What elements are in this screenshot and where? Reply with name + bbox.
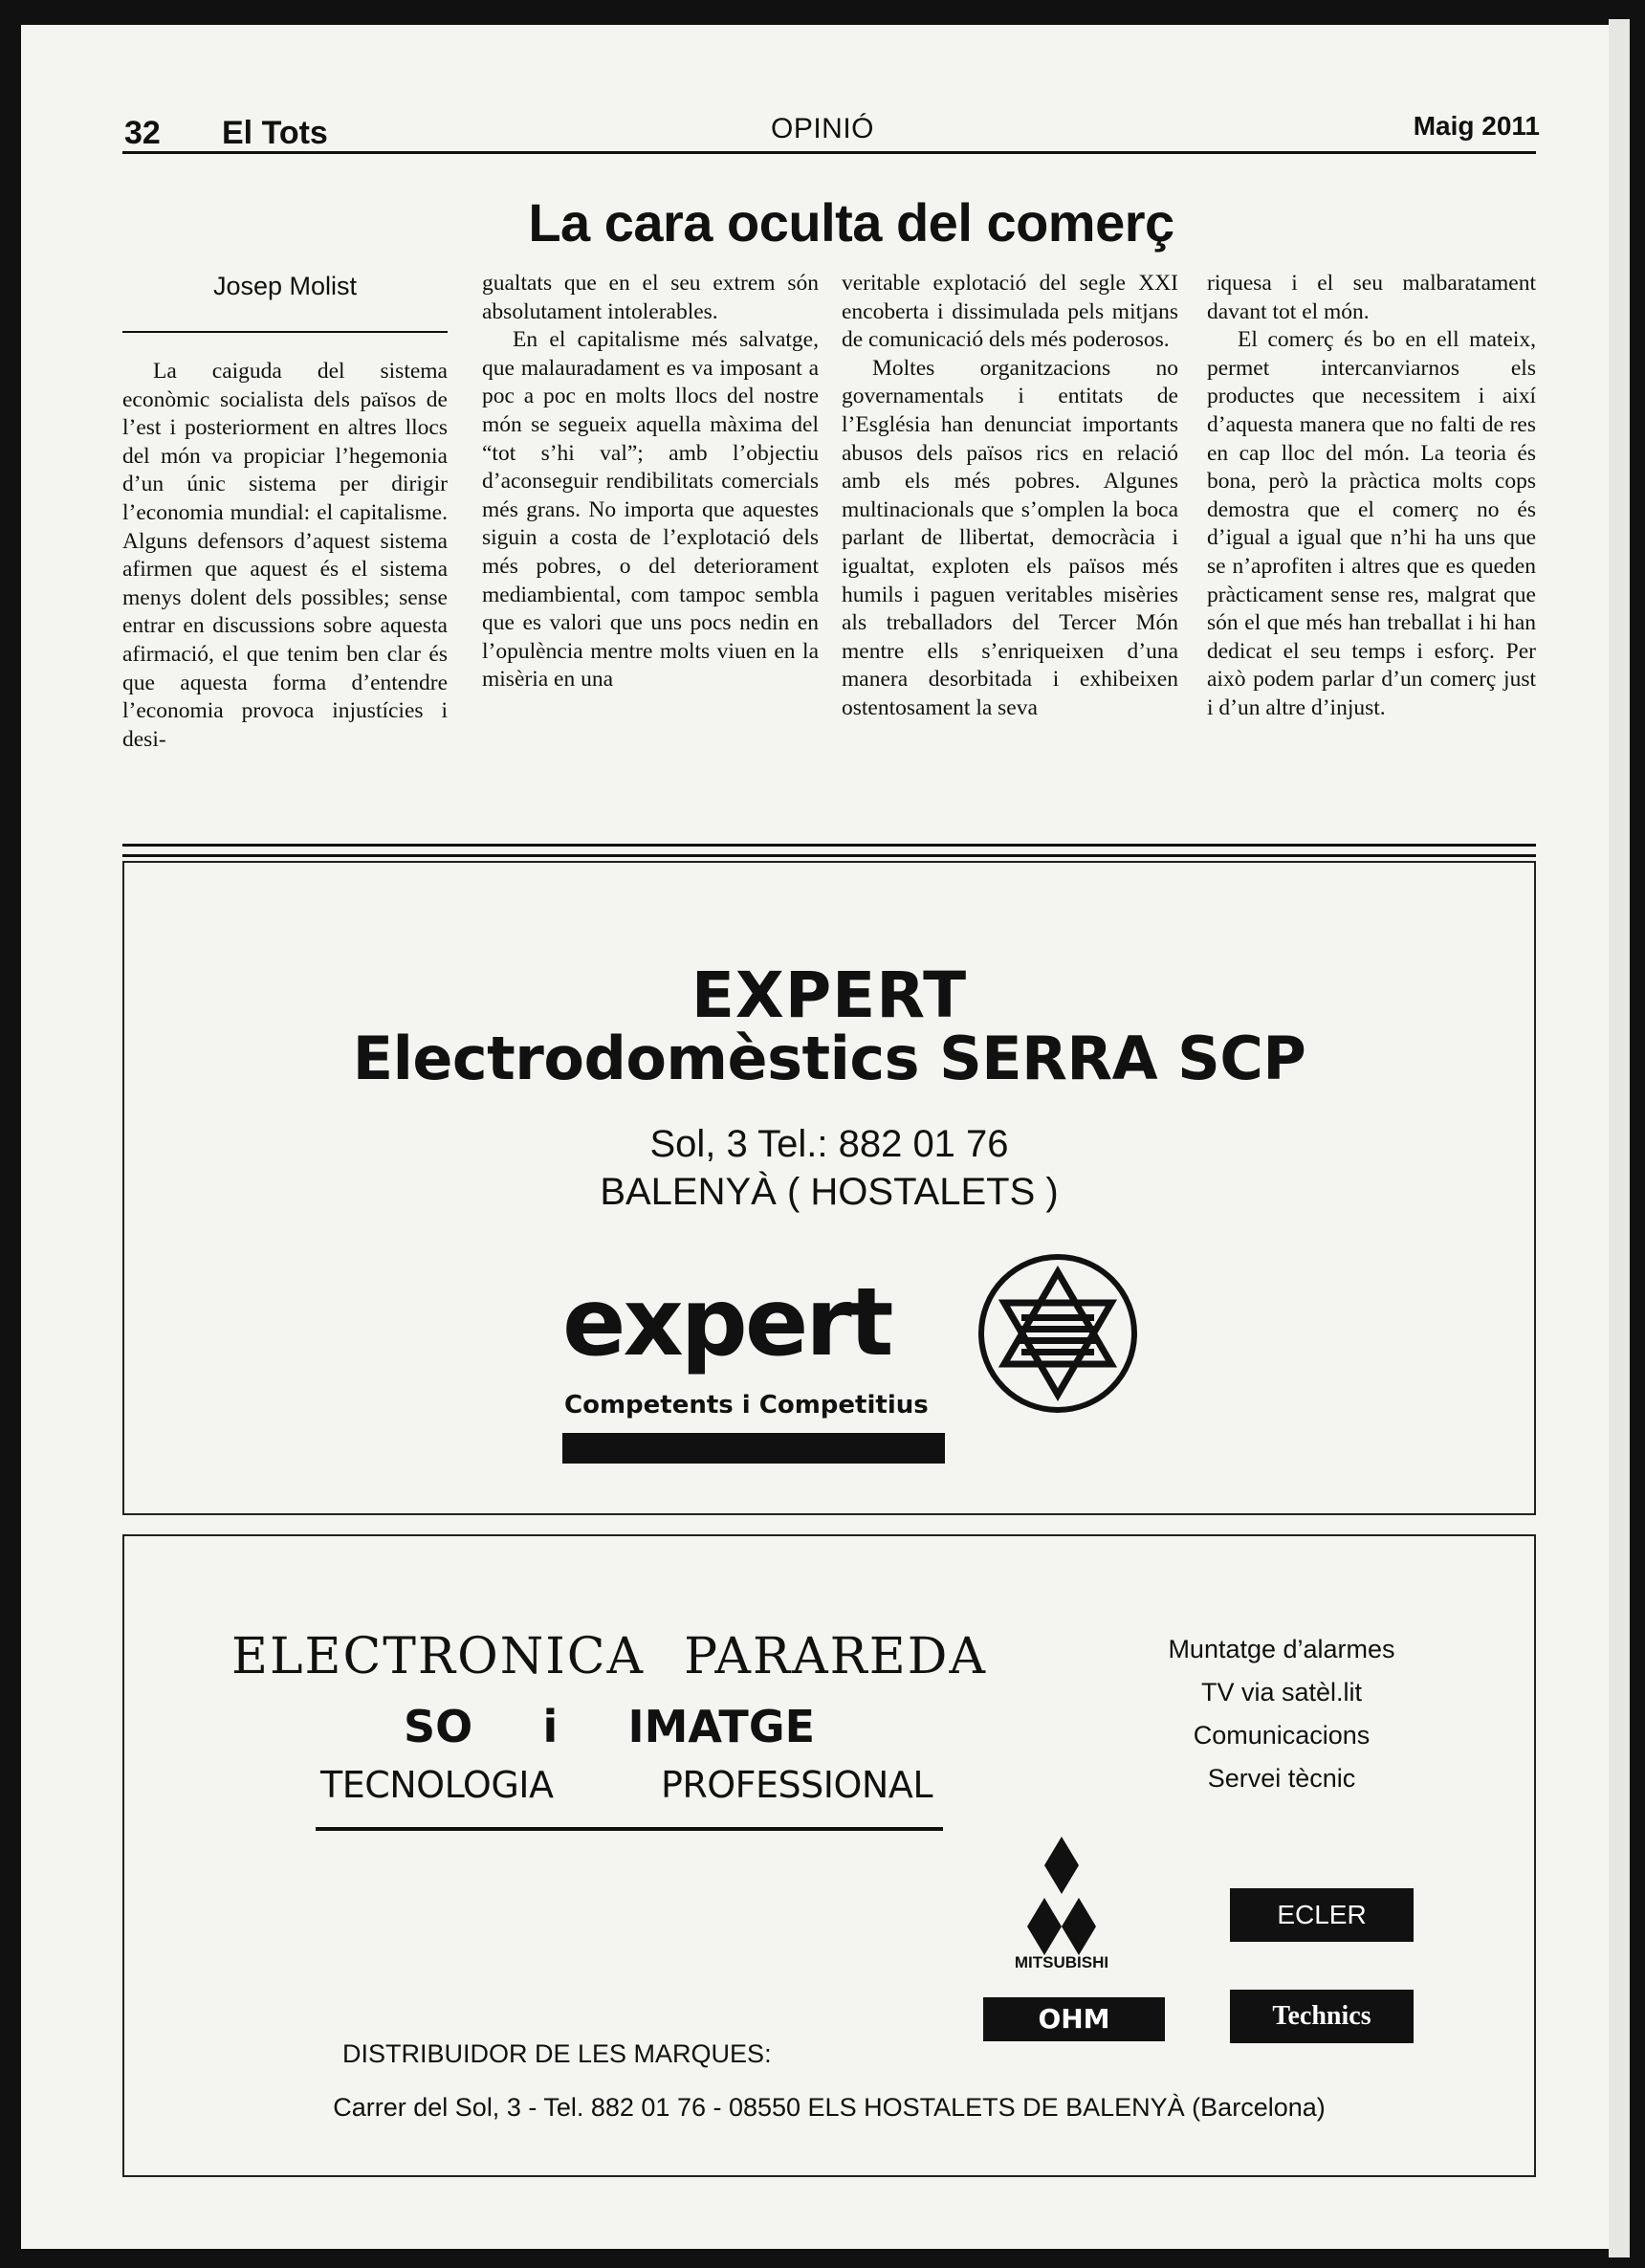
expert-star-emblem-icon [976,1251,1140,1416]
mitsubishi-diamonds-icon [1004,1835,1119,1997]
shop-name-word: ELECTRONICA [231,1628,646,1685]
expert-logo-wordmark: expert [562,1268,891,1377]
facing-page-edge [1609,19,1630,2257]
service-item: TV via satèl.lit [1200,1678,1363,1707]
section-title: OPINIÓ [770,113,874,144]
ecler-brand: ECLER [1230,1888,1414,1942]
shop-tagline [404,1701,815,1752]
article-column-1 [122,358,448,817]
service-item: Servei tècnic [1207,1764,1356,1793]
paragraph: La caiguda del sistema econòmic socialista dels països de l’est i posteriorment en altres llocs del món va propiciar l’hegemonia d’un únic sistema per dirigir l’economia mundial: el capitalisme. Alguns defensors d’aquest sistema afirmen que aquest és el sistema menys dolent dels possibles; sense entrar en discussions sobre aquesta afirmació, el que tenim ben clar és que aquesta forma d’entendre l’economia provoca injustícies i desi- [122,359,448,752]
paragraph: riquesa i el seu malbaratament davant tot el món. [1207,271,1536,324]
publication-name: El Tots [222,115,328,151]
expert-advertisement [122,861,1536,1515]
issue-date: Maig 2011 [1413,111,1540,141]
ohm-brand: OHM [983,1997,1165,2041]
parareda-advertisement [122,1534,1536,2177]
header-rule [122,151,1536,154]
paragraph: gualtats que en el seu extrem són absolutament intolerables. [482,271,819,324]
article-column-3 [842,270,1178,817]
paragraph: El comerç és bo en ell mateix, permet intercanviarnos els productes que necessitem i així d’aquesta manera que no falti de res en cap lloc del món. La teoria és bona, però la pràctica molts cops demostra que el comerç no és d’igual a igual que n’hi ha uns que se n’aprofiten i altres que es queden pràcticament sense res, malgrat que són el que més han treballat i hi han dedicat el seu temps i esforç. Per això podem parlar d’un comerç just i d’un altre d’injust. [1207,327,1536,720]
page-header [105,103,1540,151]
ad-address: Sol, 3 Tel.: 882 01 76 [649,1123,1009,1165]
article-column-4 [1207,270,1536,817]
ad-town: BALENYÀ ( HOSTALETS ) [600,1171,1059,1213]
ad-footer-address: Carrer del Sol, 3 - Tel. 882 01 76 - 08550 ELS HOSTALETS DE BALENYÀ (Barcelona) [333,2093,1326,2122]
shop-name-word: PARAREDA [684,1628,987,1685]
article-end-rule [122,844,1536,847]
author-rule [122,331,448,333]
subtitle-rule [316,1827,943,1831]
ad-headline: EXPERT [691,958,968,1032]
mitsubishi-brand: MITSUBISHI [1014,1953,1109,1971]
paragraph: veritable explotació del segle XXI encoberta i dissimulada pels mitjans de comunicació dels més poderosos. [842,271,1178,353]
page-number: 32 [124,115,161,151]
tagline-word: SO [404,1701,473,1752]
logo-bar [562,1433,945,1464]
paragraph: En el capitalisme més salvatge, que malauradament es va imposant a poc a poc en molts llocs del nostre món se segueix aquella màxima del “tot s’hi val”; amb l’objectiu d’aconseguir rendibilitats comercials més grans. No importa que aquestes siguin a costa de l’explotació dels més pobres, o del deteriorament mediambiental, com tampoc sembla que es valori que uns pocs nedin en l’opulència mentre molts viuen en la misèria en una [482,327,819,693]
technics-brand: Technics [1230,1990,1414,2043]
service-item: Muntatge d’alarmes [1168,1635,1395,1663]
subtitle-word: TECNOLOGIA [320,1764,554,1806]
expert-slogan: Competents i Competitius [564,1391,929,1420]
subtitle-word: PROFESSIONAL [660,1764,932,1806]
article-author: Josep Molist [212,272,358,300]
service-item: Comunicacions [1193,1721,1371,1750]
distributor-label: DISTRIBUIDOR DE LES MARQUES: [342,2039,772,2068]
services-list [1138,1628,1425,1800]
paragraph: Moltes organitzacions no governamentals i entitats de l’Església han denunciat importants abusos dels països rics en relació amb els més pobres. Algunes multinacionals que s’omplen la boca parlant de llibertat, democràcia i igualtat, exploten els països més humils i paguen veritables misèries als treballadors del Tercer Món mentre ells s’enriqueixen d’una manera desorbitada i exhibeixen ostentosament la seva [842,355,1178,720]
shop-name [231,1628,987,1685]
tagline-word: i [542,1701,559,1752]
article-column-2 [482,270,819,817]
article-title: La cara oculta del comerç [528,192,1174,253]
tagline-word: IMATGE [627,1701,815,1752]
ad-business-name: Electrodomèstics SERRA SCP [352,1024,1306,1093]
shop-subtitle [320,1764,932,1806]
article-end-rule [122,854,1536,857]
